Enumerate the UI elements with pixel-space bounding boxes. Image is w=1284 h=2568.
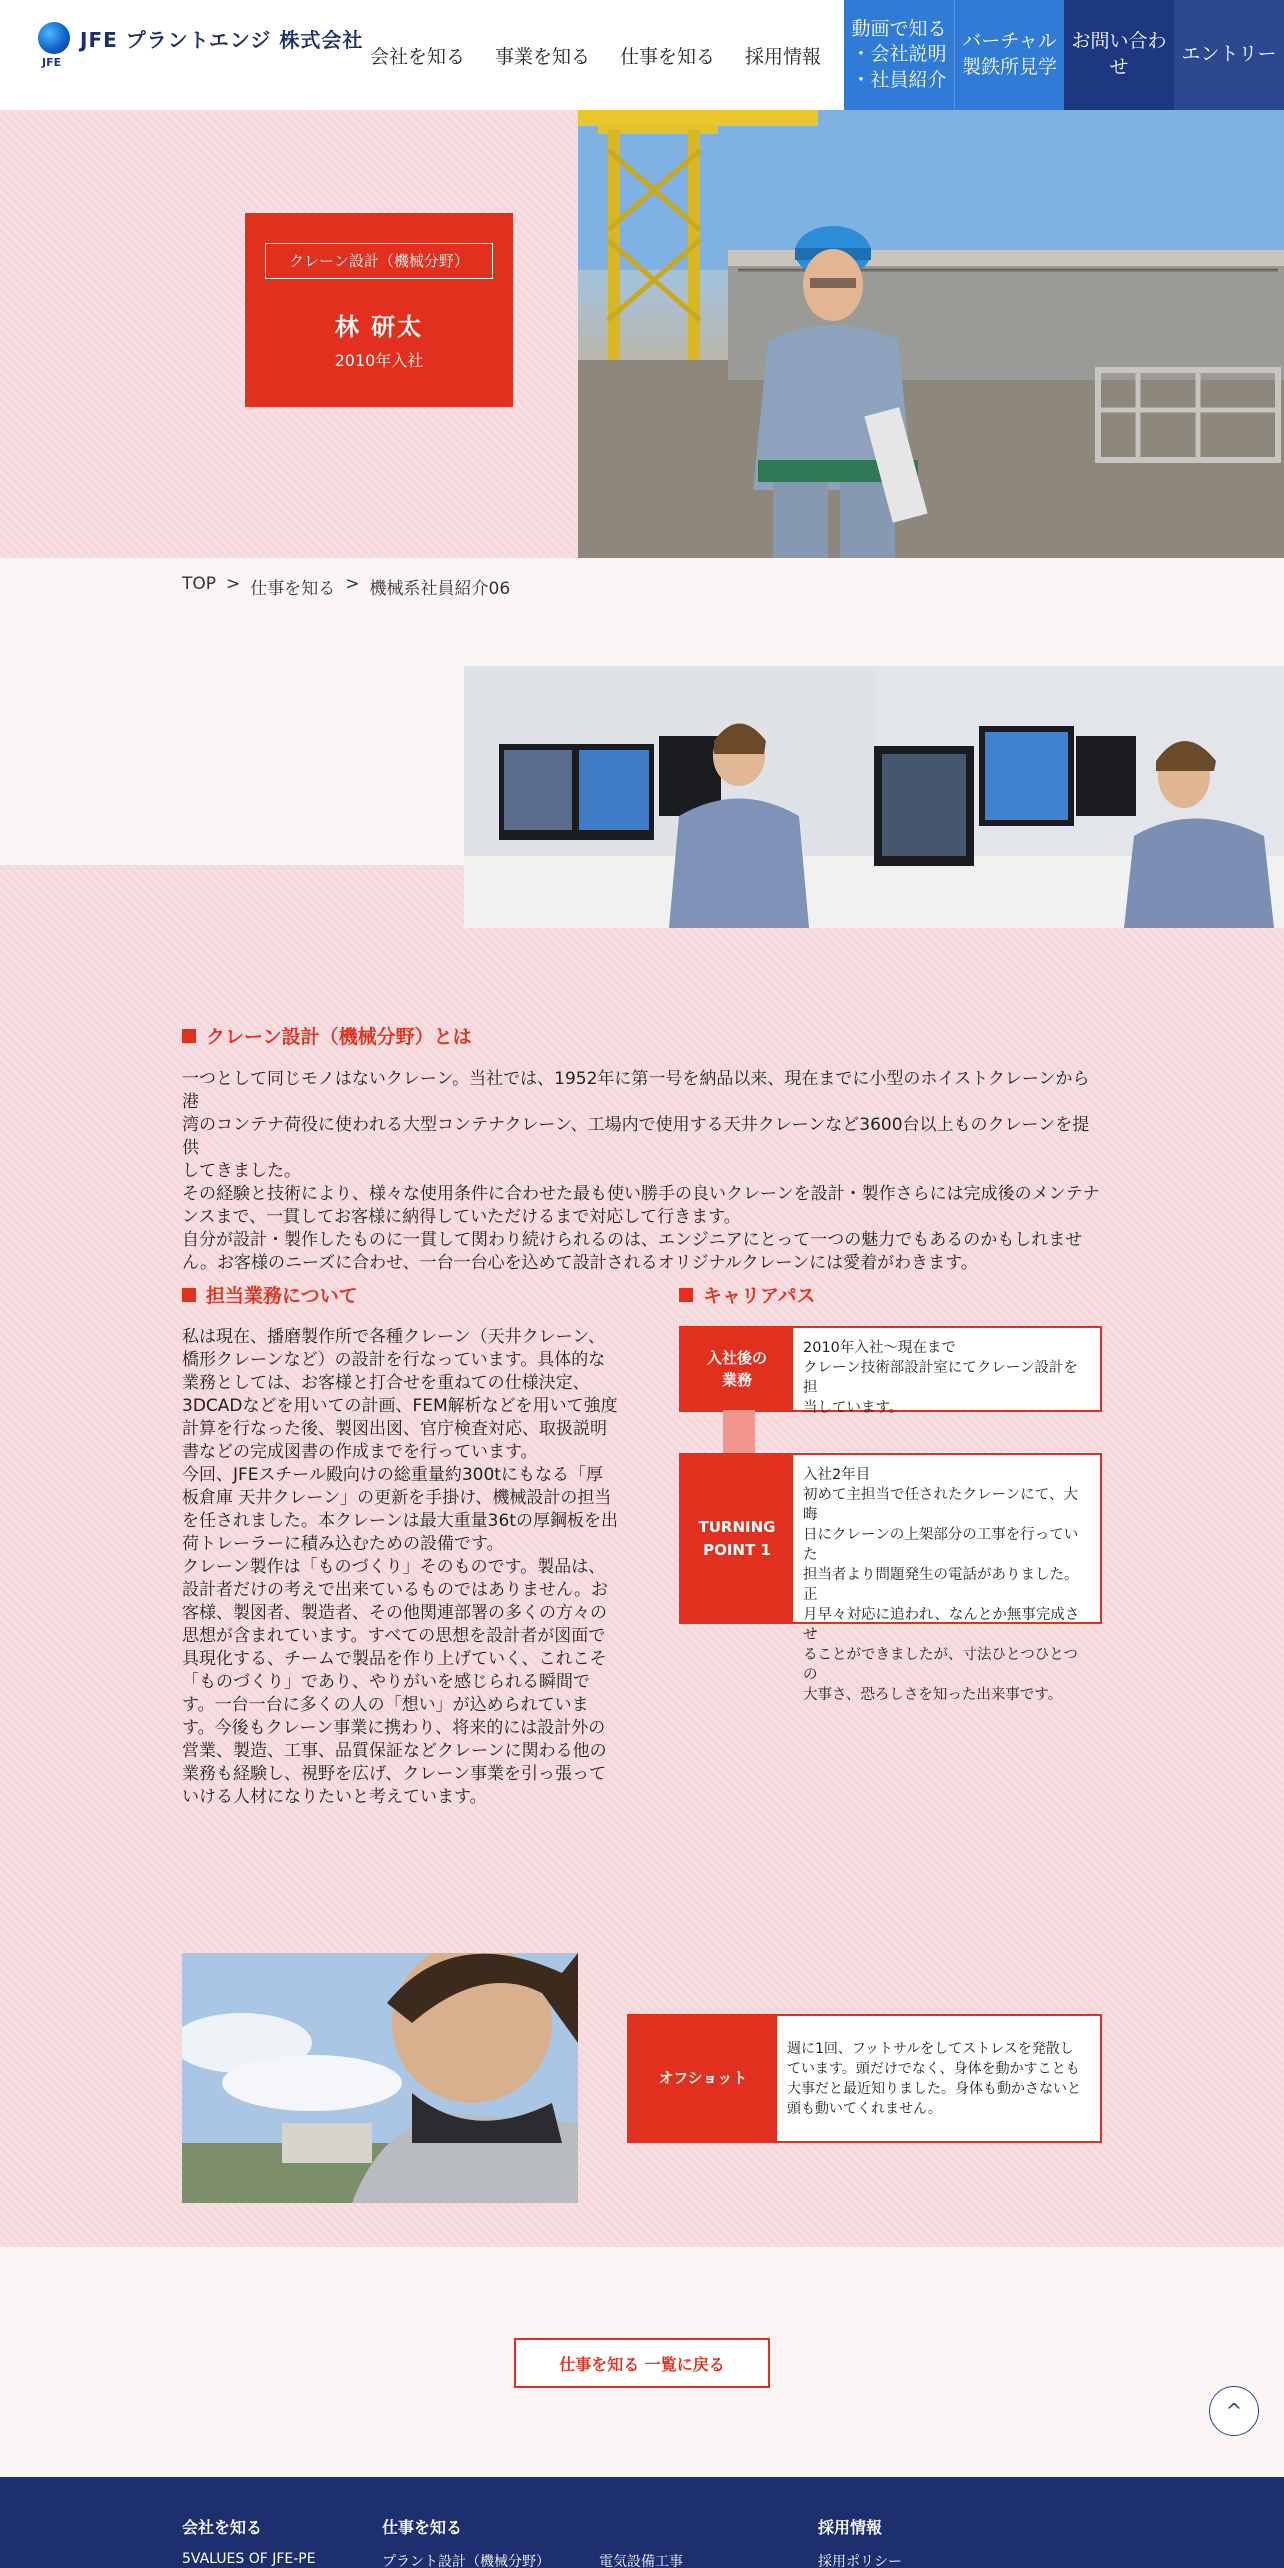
employee-name: 林 研太 (334, 313, 424, 341)
footer-link-plant-design[interactable]: プラント設計（機械分野） (382, 2554, 550, 2568)
breadcrumb-separator: > (345, 574, 360, 594)
career-heading-text: キャリアパス (703, 1285, 816, 1307)
employee-card (245, 213, 513, 407)
logo-sub-text: JFE (42, 56, 62, 69)
logo-text: JFE プラントエンジ 株式会社 (80, 27, 364, 52)
offshot-label: オフショット (629, 2016, 777, 2141)
footer-link-electrical[interactable]: 電気設備工事 (599, 2554, 683, 2568)
company-logo[interactable] (38, 22, 363, 54)
virtual-tour-button[interactable] (954, 0, 1064, 110)
breadcrumb-current: 機械系社員紹介06 (369, 579, 511, 599)
duties-heading (182, 1281, 358, 1308)
footer-link-policy[interactable]: 採用ポリシー (818, 2554, 902, 2568)
breadcrumb-top[interactable]: TOP (182, 574, 217, 594)
video-info-button[interactable] (844, 0, 954, 110)
nav-item-work[interactable]: 仕事を知る (620, 45, 716, 68)
virtual-tour-label: バーチャル 製鉄所見学 (961, 30, 1057, 78)
footer-heading-work[interactable]: 仕事を知る (382, 2518, 463, 2537)
breadcrumb-parent[interactable]: 仕事を知る (250, 579, 336, 599)
selfie-photo (182, 1953, 578, 2203)
entry-button[interactable] (1174, 0, 1284, 110)
office-desk-photo (464, 666, 1284, 928)
jfe-globe-logo-icon (38, 22, 70, 54)
offshot-text: 週に1回、フットサルをしてストレスを発散し ています。頭だけでなく、身体を動かすことも 大事だと最近知りました。身体も動かさないと 頭も動いてくれません。 (787, 2040, 1081, 2117)
duties-body: 私は現在、播磨製作所で各種クレーン（天井クレーン、 橋形クレーンなど）の設計を行なっています。具体的な 業務としては、お客様と打合せを重ねての仕様決定、 3DCADなどを用いての計画、FEM解析などを用いて強度 計算を行なった後、製図出図、官庁検査対応、取扱説明 書などの完成図書の作成までを行っています。 今回、JFEスチール殿向けの総重量約300tにもなる「厚 板倉庫 天井クレーン」の更新を手掛け、機械設計の担当 を任されました。本クレーンは最大重量36tの厚鋼板を出 荷トレーラーに積み込むための設備です。 クレーン製作は「ものづくり」そのものです。製品は、 設計者だけの考えで出来ているものではありません。お 客様、製図者、製造者、その他関連部署の多くの方々の 思想が含まれています。すべての思想を設計者が図面で 具現化する、チームで製品を作り上げていく、これこそ 「ものづくり」であり、やりがいを感じられる瞬間で す。一台一台に多くの人の「想い」が込められていま す。今後もクレーン事業に携わり、将来的には設計外の 営業、製造、工事、品質保証などクレーンに関わる他の 業務も経験し、視野を広げ、クレーン事業を引っ張って いける人材になりたいと考えています。 (182, 1327, 618, 1807)
heading-square-icon (182, 1288, 196, 1302)
about-body: 一つとして同じモノはないクレーン。当社では、1952年に第一号を納品以来、現在までに小型のホイストクレーンから港 湾のコンテナ荷役に使われる大型コンテナクレーン、工場内で使用する天井クレーンなど3600台以上ものクレーンを提供 してきました。 その経験と技術により、様々な使用条件に合わせた最も使い勝手の良いクレーンを設計・製作さらには完成後のメンテナ ンスまで、一貫してお客様に納得していただけるまで対応して行きます。 自分が設計・製作したものに一貫して関わり続けられるのは、エンジニアにとって一つの魅力でもあるのかもしれませ ん。お客様のニーズに合わせ、一台一台心を込めて設計されるオリジナルクレーンには愛着がわきます。 (182, 1069, 1100, 1273)
hero-section (0, 110, 1284, 558)
nav-item-company[interactable]: 会社を知る (370, 45, 466, 68)
crane-worker-photo (578, 110, 1284, 558)
footer-heading-company[interactable]: 会社を知る (182, 2518, 263, 2537)
page-top-button[interactable] (1209, 2386, 1259, 2436)
duties-heading-text: 担当業務について (206, 1285, 358, 1307)
office-photo (464, 666, 1284, 928)
site-header (0, 0, 1284, 110)
breadcrumb-separator: > (226, 574, 241, 594)
job-category-tag: クレーン設計（機械分野） (265, 243, 493, 279)
join-year: 2010年入社 (334, 351, 424, 370)
chevron-up-icon: ^ (1225, 2399, 1243, 2423)
career-step-text: 2010年入社～現在まで クレーン技術部設計室にてクレーン設計を担 当しています。 (803, 1340, 1078, 1416)
contact-button[interactable] (1064, 0, 1174, 110)
back-to-list-button[interactable] (514, 2338, 770, 2388)
entry-label: エントリー (1181, 43, 1277, 66)
about-heading-text: クレーン設計（機械分野）とは (206, 1026, 472, 1048)
global-nav (370, 0, 821, 110)
career-step-text: 入社2年目 初めて主担当で任されたクレーンにて、大晦 日にクレーンの上架部分の工事を行っていた 担当者より問題発生の電話がありました。正 月早々対応に追われ、なんとか無事完成させ ることができましたが、寸法ひとつひとつの 大事さ、恐ろしさを知った出来事です。 (803, 1467, 1080, 1703)
offshot-photo (182, 1953, 578, 2203)
hero-photo (578, 110, 1284, 558)
career-step-turning-point (679, 1453, 1102, 1703)
career-step-label: TURNING POINT 1 (681, 1455, 793, 1622)
nav-item-recruit[interactable]: 採用情報 (745, 45, 822, 68)
career-step-label: 入社後の 業務 (681, 1328, 793, 1410)
about-heading (182, 1022, 472, 1049)
video-info-label: 動画で知る ・会社説明 ・社員紹介 (851, 17, 947, 91)
career-step-entry (679, 1326, 1102, 1416)
offshot-card (627, 2014, 1102, 2143)
career-heading (679, 1281, 815, 1308)
back-to-list-label: 仕事を知る 一覧に戻る (559, 2354, 725, 2374)
career-connector (723, 1410, 755, 1454)
contact-label: お問い合わせ (1071, 30, 1167, 78)
heading-square-icon (679, 1288, 693, 1302)
nav-item-business[interactable]: 事業を知る (495, 45, 591, 68)
footer-heading-recruit[interactable]: 採用情報 (818, 2518, 883, 2537)
heading-square-icon (182, 1029, 196, 1043)
breadcrumb (182, 574, 510, 599)
footer-link-values[interactable]: 5VALUES OF JFE-PE (182, 2551, 316, 2567)
site-footer (0, 2477, 1284, 2568)
